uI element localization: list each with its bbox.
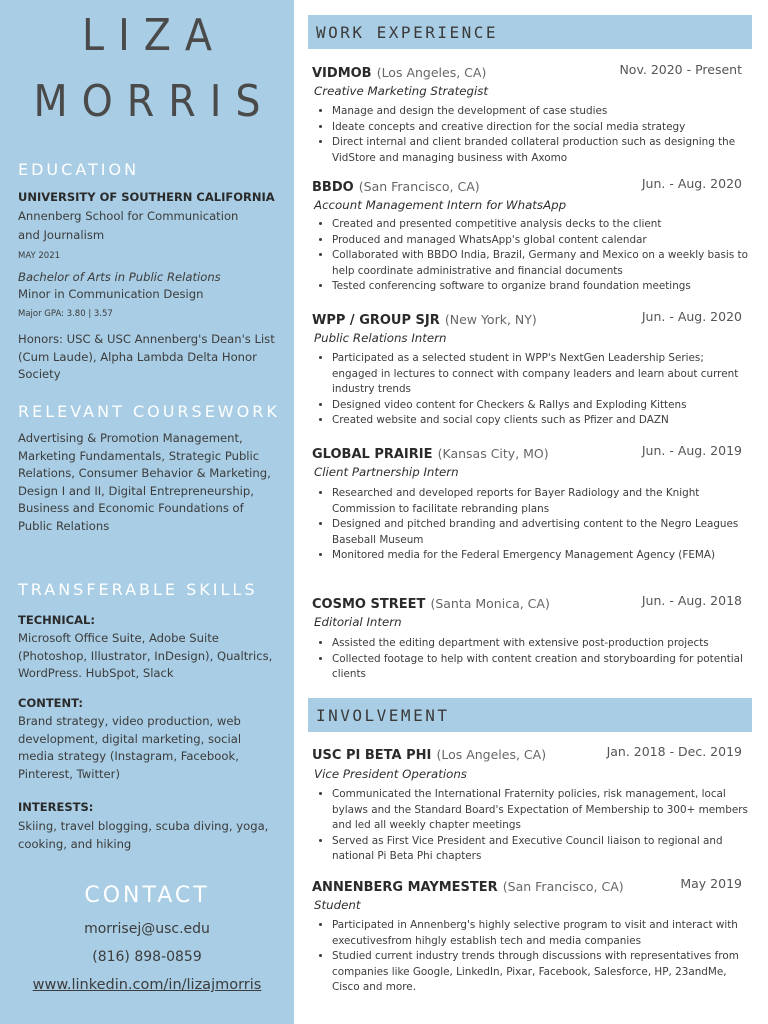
bullet: • Created and presented competitive analysis decks to the client: [332, 217, 752, 233]
school-name: UNIVERSITY OF SOUTHERN CALIFORNIA: [18, 190, 275, 204]
main-content: [294, 0, 768, 1024]
job-role: Public Relations Intern: [314, 331, 447, 345]
college-line-1: Annenberg School for Communication: [18, 209, 239, 223]
bullet: • Ideate concepts and creative direction for the social media strategy: [332, 120, 752, 136]
job-date: Jun. - Aug. 2018: [641, 593, 742, 608]
job-date: Jun. - Aug. 2019: [641, 443, 742, 458]
job-date: Jun. - Aug. 2020: [641, 309, 742, 324]
bullet: • Studied current industry trends through discussions with representatives from companies like Google, LinkedIn, Pixar, Facebook, Salesforce, HP, 23andMe, Cisco and more.: [332, 949, 752, 996]
job-org: VIDMOB: [312, 66, 372, 81]
job-role: Creative Marketing Strategist: [314, 84, 489, 98]
contact-heading: CONTACT: [84, 883, 210, 908]
bullet: • Designed and pitched branding and advertising content to the Negro Leagues Baseball Museum: [332, 517, 752, 548]
work-experience-bar: [308, 15, 752, 49]
minor: Minor in Communication Design: [18, 287, 204, 301]
bullet: • Monitored media for the Federal Emergency Management Agency (FEMA): [332, 548, 752, 564]
job-bullets: [314, 351, 752, 429]
honors: Honors: USC & USC Annenberg's Dean's List (Cum Laude), Alpha Lambda Delta Honor Society: [18, 332, 275, 381]
linkedin-link[interactable]: www.linkedin.com/in/lizajmorris: [32, 977, 262, 993]
content-skills: Brand strategy, video production, web development, digital marketing, social media strategy (Instagram, Facebook, Pinterest, Twitter): [18, 714, 242, 781]
job-location: (New York, NY): [444, 312, 537, 327]
involvement-bar: [308, 698, 752, 732]
involvement-org: USC PI BETA PHI: [312, 748, 432, 763]
coursework-heading: RELEVANT COURSEWORK: [18, 402, 280, 421]
bullet: • Direct internal and client branded collateral production such as designing the VidStore and managing business with Axomo: [332, 135, 752, 166]
involvement-location: (Los Angeles, CA): [436, 747, 547, 762]
involvement-header: [312, 876, 742, 894]
job-date: Jun. - Aug. 2020: [641, 176, 742, 191]
first-name: LIZA: [82, 10, 226, 61]
gpa: Major GPA: 3.80 | 3.57: [18, 309, 113, 319]
involvement-date: May 2019: [680, 876, 742, 891]
bullet: • Created website and social copy clients such as Pfizer and DAZN: [332, 413, 752, 429]
involvement-date: Jan. 2018 - Dec. 2019: [606, 744, 742, 759]
involvement-org: ANNENBERG MAYMESTER: [312, 880, 498, 895]
job-bullets: [314, 104, 752, 166]
email-link[interactable]: morrisej@usc.edu: [84, 921, 210, 937]
job-header: [312, 309, 742, 327]
coursework-text: Advertising & Promotion Management, Marketing Fundamentals, Strategic Public Relations, Consumer Behavior & Marketing, Design I and II, Digital Entrepreneurship, Business and Economic Foundations of Public Relations: [18, 431, 271, 533]
job-org: BBDO: [312, 180, 354, 195]
involvement-bullets: [314, 787, 752, 865]
involvement-location: (San Francisco, CA): [502, 879, 624, 894]
bullet: • Served as First Vice President and Executive Council liaison to regional and national Pi Beta Phi chapters: [332, 834, 752, 865]
job-date: Nov. 2020 - Present: [619, 62, 742, 77]
bullet: • Assisted the editing department with extensive post-production projects: [332, 636, 752, 652]
education-heading: EDUCATION: [18, 160, 140, 179]
technical-label: TECHNICAL:: [18, 613, 95, 627]
work-experience-heading: WORK EXPERIENCE: [316, 23, 498, 42]
job-header: [312, 176, 742, 194]
job-org: GLOBAL PRAIRIE: [312, 447, 433, 462]
job-bullets: [314, 217, 752, 295]
bullet: • Researched and developed reports for Bayer Radiology and the Knight Commission to facilitate rebranding plans: [332, 486, 752, 517]
involvement-role: Student: [314, 898, 361, 912]
job-location: (Kansas City, MO): [437, 446, 549, 461]
technical-skills: Microsoft Office Suite, Adobe Suite (Photoshop, Illustrator, InDesign), Qualtrics, WordPress. HubSpot, Slack: [18, 631, 273, 680]
job-header: [312, 443, 742, 461]
bullet: • Participated in Annenberg's highly selective program to visit and interact with executivesfrom hihgly establish tech and media companies: [332, 918, 752, 949]
job-bullets: [314, 636, 752, 683]
last-name: MORRIS: [33, 76, 275, 127]
skills-heading: TRANSFERABLE SKILLS: [18, 580, 258, 599]
interests: Skiing, travel blogging, scuba diving, yoga, cooking, and hiking: [18, 819, 269, 851]
job-org: COSMO STREET: [312, 597, 426, 612]
bullet: • Collaborated with BBDO India, Brazil, Germany and Mexico on a weekly basis to help coordinate administrative and financial documents: [332, 248, 752, 279]
phone-number: (816) 898-0859: [92, 949, 202, 965]
involvement-header: [312, 744, 742, 762]
bullet: • Communicated the International Fraternity policies, risk management, local bylaws and the Standard Board's Expectation of Membership to 300+ members and led all weekly chapter meetings: [332, 787, 752, 834]
involvement-heading: INVOLVEMENT: [316, 706, 450, 725]
job-header: [312, 62, 742, 80]
job-role: Editorial Intern: [314, 615, 402, 629]
job-location: (Los Angeles, CA): [376, 65, 487, 80]
content-label: CONTENT:: [18, 696, 83, 710]
bullet: • Participated as a selected student in WPP's NextGen Leadership Series; engaged in lectures to connect with company leaders and learn about current industry trends: [332, 351, 752, 398]
bullet: • Tested conferencing software to organize brand foundation meetings: [332, 279, 752, 295]
job-bullets: [314, 486, 752, 564]
job-location: (San Francisco, CA): [358, 179, 480, 194]
degree: Bachelor of Arts in Public Relations: [18, 270, 221, 284]
job-header: [312, 593, 742, 611]
bullet: • Collected footage to help with content creation and storyboarding for potential clients: [332, 652, 752, 683]
bullet: • Produced and managed WhatsApp's global content calendar: [332, 233, 752, 249]
job-location: (Santa Monica, CA): [430, 596, 550, 611]
college-line-2: and Journalism: [18, 228, 105, 242]
job-org: WPP / GROUP SJR: [312, 313, 440, 328]
graduation-date: MAY 2021: [18, 251, 61, 261]
job-role: Client Partnership Intern: [314, 465, 459, 479]
bullet: • Designed video content for Checkers & Rallys and Exploding Kittens: [332, 398, 752, 414]
sidebar: [0, 0, 294, 1024]
bullet: • Manage and design the development of case studies: [332, 104, 752, 120]
job-role: Account Management Intern for WhatsApp: [314, 198, 567, 212]
interests-label: INTERESTS:: [18, 800, 94, 814]
involvement-role: Vice President Operations: [314, 767, 467, 781]
involvement-bullets: [314, 918, 752, 996]
